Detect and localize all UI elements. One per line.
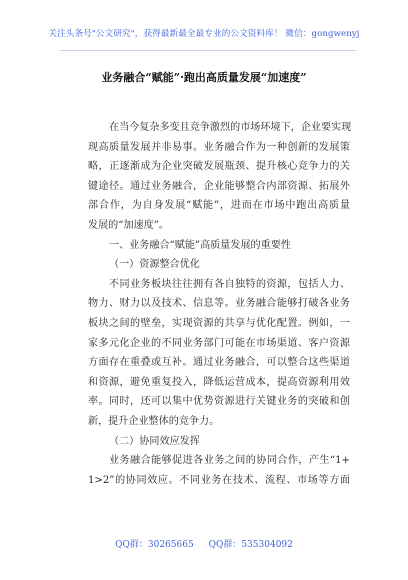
- paragraph-line: 家多元化企业的不同业务部门可能在市场渠道、客户资源: [88, 337, 350, 349]
- paragraph-line: 现高质量发展并非易事。业务融合作为一种创新的发展策: [88, 141, 350, 153]
- paragraph-line: 1>2”的协同效应。不同业务在技术、流程、市场等方面: [88, 474, 350, 486]
- paragraph-line: 业务融合能够促进各业务之间的协同合作，产生“1+: [109, 455, 350, 467]
- header-divider: [60, 50, 356, 51]
- paragraph-line: 键途径。通过业务融合，企业能够整合内部资源、拓展外: [88, 180, 350, 192]
- paragraph-line: 不同业务板块往往拥有各自独特的资源，包括人力、: [109, 278, 350, 290]
- subsection-heading-2: （二）协同效应发挥: [109, 435, 200, 447]
- document-title: 业务融合“赋能”·跑出高质量发展“加速度”: [101, 71, 307, 84]
- footer-qq-group-2: QQ群：535304092: [208, 540, 293, 550]
- header-promo-note: 关注头条号"公文研究"，获得最新最全最专业的公文资料库！ 微信：gongwenyj: [48, 29, 360, 39]
- paragraph-line: 板块之间的壁垒，实现资源的共享与优化配置。例如，一: [88, 317, 350, 329]
- paragraph-line: 略，正逐渐成为企业突破发展瓶颈、提升核心竞争力的关: [88, 161, 350, 173]
- section-heading-1: 一、业务融合“赋能”高质量发展的重要性: [109, 239, 291, 251]
- footer-contact: [0, 537, 408, 550]
- paragraph-line: 新，提升企业整体的竞争力。: [88, 415, 220, 427]
- paragraph-line: 发展的“加速度”。: [88, 219, 169, 231]
- paragraph-line: 在当今复杂多变且竞争激烈的市场环境下，企业要实现: [109, 122, 352, 133]
- subsection-heading-1: （一）资源整合优化: [109, 259, 200, 271]
- paragraph-line: 方面存在重叠或互补。通过业务融合，可以整合这些渠道: [88, 357, 350, 369]
- paragraph-line: 和资源，避免重复投入，降低运营成本，提高资源利用效: [88, 376, 350, 388]
- footer-qq-group-1: QQ群：30265665: [115, 540, 194, 550]
- paragraph-line: 部合作，为自身发展“赋能”，进而在市场中跑出高质量: [88, 200, 350, 212]
- paragraph-line: 率。同时，还可以集中优势资源进行关键业务的突破和创: [88, 396, 350, 408]
- document-body: [88, 118, 350, 490]
- paragraph-line: 物力、财力以及技术、信息等。业务融合能够打破各业务: [88, 298, 350, 310]
